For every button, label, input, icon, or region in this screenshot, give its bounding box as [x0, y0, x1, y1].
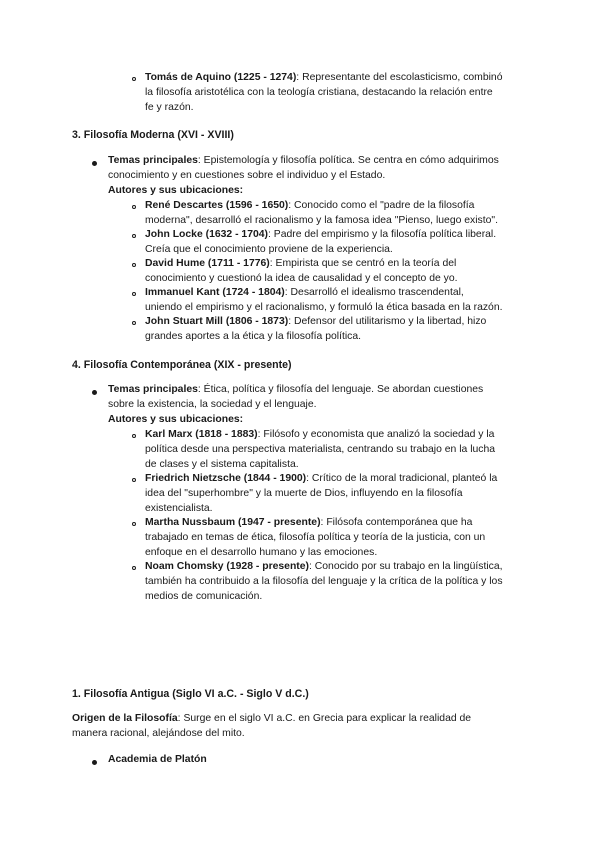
sub-bullet-icon [132, 234, 136, 238]
academy-item: Academia de Platón [108, 754, 207, 765]
author-item: Immanuel Kant (1724 - 1804): Desarrolló el idealismo trascendental, uniendo el empirismo y el racionalismo, y formuló la ética basada en la razón. [145, 287, 503, 313]
section-heading-moderna: 3. Filosofía Moderna (XVI - XVIII) [72, 129, 234, 141]
sub-bullet-icon [132, 522, 136, 526]
sub-bullet-icon [132, 292, 136, 296]
origin-paragraph: Origen de la Filosofía: Surge en el siglo VI a.C. en Grecia para explicar la realidad de manera racional, alejándose del mito. [72, 713, 472, 739]
sub-bullet-icon [132, 434, 136, 438]
author-item: Martha Nussbaum (1947 - presente): Filósofa contemporánea que ha trabajado en temas de ética, filosofía política y teoría de la justicia, con un enfoque en el desarrollo humano y las emociones. [145, 517, 486, 558]
bullet-icon [92, 760, 97, 765]
bullet-icon [92, 161, 97, 166]
sub-bullet-icon [132, 77, 136, 81]
author-item-aquino: Tomás de Aquino (1225 - 1274): Representante del escolasticismo, combinó la filosofía aristotélica con la teología cristiana, destacando la relación entre fe y razón. [145, 72, 503, 113]
author-item: Friedrich Nietzsche (1844 - 1900): Crítico de la moral tradicional, planteó la idea del "superhombre" y la muerte de Dios, influyendo en la filosofía existencialista. [145, 473, 498, 514]
sub-bullet-icon [132, 205, 136, 209]
section-heading-antigua: 1. Filosofía Antigua (Siglo VI a.C. - Siglo V d.C.) [72, 688, 309, 700]
sub-bullet-icon [132, 321, 136, 325]
bullet-icon [92, 390, 97, 395]
author-item: David Hume (1711 - 1776): Empirista que se centró en la teoría del conocimiento y cuestionó la idea de causalidad y el concepto de yo. [145, 258, 458, 284]
author-item: René Descartes (1596 - 1650): Conocido como el "padre de la filosofía moderna", desarrolló el racionalismo y la famosa idea "Pienso, luego existo". [145, 200, 498, 226]
sub-bullet-icon [132, 566, 136, 570]
author-item: John Stuart Mill (1806 - 1873): Defensor del utilitarismo y la libertad, hizo grandes aportes a la ética y la filosofía política. [145, 316, 487, 342]
author-item: John Locke (1632 - 1704): Padre del empirismo y la filosofía política liberal. Creía que el conocimiento proviene de la experiencia. [145, 229, 497, 255]
section-heading-contemporanea: 4. Filosofía Contemporánea (XIX - presente) [72, 359, 292, 371]
themes-block: Temas principales: Ética, política y filosofía del lenguaje. Se abordan cuestiones sobre la existencia, la sociedad y el lenguaje. Autores y sus ubicaciones: [108, 384, 484, 425]
author-name: Tomás de Aquino (1225 - 1274) [145, 72, 297, 83]
themes-block: Temas principales: Epistemología y filosofía política. Se centra en cómo adquirimos conocimiento y en cuestiones sobre el individuo y el Estado. Autores y sus ubicaciones: [108, 155, 499, 196]
sub-bullet-icon [132, 478, 136, 482]
author-item: Karl Marx (1818 - 1883): Filósofo y economista que analizó la sociedad y la política desde una perspectiva materialista, centrando su trabajo en la lucha de clases y el sistema capitalista. [145, 429, 496, 470]
sub-bullet-icon [132, 263, 136, 267]
author-item: Noam Chomsky (1928 - presente): Conocido por su trabajo en la lingüística, también ha contribuido a la filosofía del lenguaje y la crítica de la política y los medios de comunicación. [145, 561, 503, 602]
